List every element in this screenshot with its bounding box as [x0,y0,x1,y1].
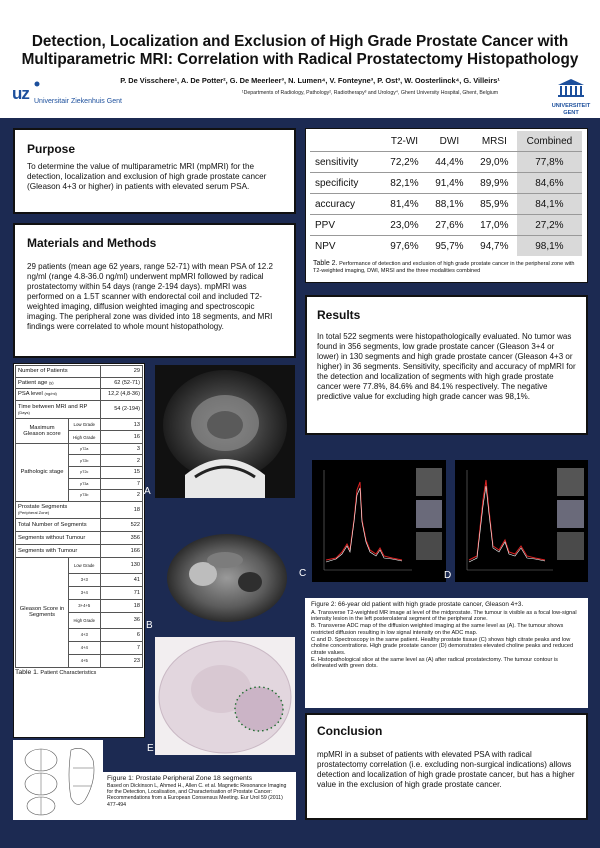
stats-row [310,215,582,236]
table-cell: Segments with Tumour [16,544,101,557]
adc-map-image [155,530,295,630]
table-cell: 23 [100,654,143,667]
table-cell: 18 [100,501,143,518]
table-cell: 166 [100,544,143,557]
table-cell: 3+4+5 [69,599,101,612]
table-row [16,531,143,544]
stats-cell: NPV [310,236,382,257]
stats-row [310,194,582,215]
stats-cell: 23,0% [382,215,427,236]
table-cell: 12,2 (4,8-36) [100,389,143,401]
table-cell: 71 [100,586,143,599]
table-cell: pT3b [69,490,101,502]
conclusion-box [305,713,588,820]
table-cell: Segments without Tumour [16,531,101,544]
stats-cell: specificity [310,173,382,194]
table-cell: 3 [100,443,143,455]
table-cell: 2 [100,455,143,467]
table-cell [16,377,101,389]
stats-header-cell: Combined [517,131,582,152]
table-cell: Gleason Score in Segments [16,557,69,667]
histopathology-image [155,637,295,755]
stats-cell: 89,9% [472,173,517,194]
figure2-caption-box [305,598,588,708]
departments: ¹Departments of Radiology, Pathology², Radiotherapy³ and Urology⁴, Ghent University Hospital, Ghent, Belgium [241,90,499,96]
stats-cell: 84,6% [517,173,582,194]
poster-header [0,0,600,118]
stats-cell: 85,9% [472,194,517,215]
figure2-caption-b: B. Transverse ADC map of the diffusion weighted imaging at the same level as (A). The tumour shows restricted diffusion resulting in low signal intensity on the ADC map. [311,623,564,636]
table-cell: 54 (2-194) [100,400,143,418]
table-cell: 3+4 [69,586,101,599]
age-label: Patient age [18,379,48,386]
table-cell: 3+3 [69,573,101,586]
table-cell: 7 [100,478,143,490]
table-cell: 356 [100,531,143,544]
table-row [16,377,143,389]
table-cell: 15 [100,466,143,478]
purpose-box [13,128,296,214]
table-cell: High Grade [69,612,101,628]
image-label-a: A [144,486,151,497]
table-row [16,518,143,531]
table-cell: 522 [100,518,143,531]
stats-cell: 81,4% [382,194,427,215]
image-label-c: C [299,568,307,579]
poster-title [0,33,600,69]
table-row [16,418,143,431]
psa-label: PSA level [18,391,43,398]
table-cell: Maximum Gleason score [16,418,69,443]
stats-cell: 98,1% [517,236,582,257]
table-cell: 41 [100,573,143,586]
seg-label: Prostate Segments [18,504,68,511]
conclusion-heading: Conclusion [317,724,383,738]
table-cell: pT3a [69,478,101,490]
figure1-caption-title: Figure 1: Prostate Peripheral Zone 18 segments [107,775,253,782]
table-cell: 2 [100,490,143,502]
stats-cell: 97,6% [382,236,427,257]
conclusion-text: mpMRI in a subset of patients with elevated PSA with radical prostatectomy correlation (i.e. excluding non-surgical indications) allows detection and localization of high grade prostate cancer, but has a higher value in the exclusion of high grade prostate cancer. [317,750,575,789]
uz-dot-icon [34,81,40,87]
table-cell: 130 [100,557,143,573]
results-box [305,295,588,435]
methods-box [13,223,296,358]
stats-header-cell [310,131,382,152]
table-cell: 4+3 [69,628,101,641]
stats-cell: 27,6% [427,215,472,236]
table-cell [16,400,101,418]
authors: P. De Visschere¹, A. De Potter², G. De Meerleer³, N. Lumen⁴, V. Fonteyne³, P. Ost³, W. Oosterlinck⁴, G. Villeirs¹ [120,76,500,85]
table-row [16,544,143,557]
psa-unit: (ng/ml) [44,391,57,397]
ugent-logo [548,78,594,116]
title-line-1: Detection, Localization and Exclusion of High Grade Prostate Cancer with [31,33,569,50]
stats-cell: 84,1% [517,194,582,215]
stats-row [310,236,582,257]
figure1-caption-box [103,772,296,820]
stats-cell: 94,7% [472,236,517,257]
stats-table [310,131,582,256]
mri-t2-image [155,365,295,498]
table2-caption-text: Performance of detection and exclusion of high grade prostate cancer in the peripheral zone with T2-weighted imaging, DWI, MRSI and the three modalities combined [313,261,575,274]
table-cell: 7 [100,641,143,654]
table-cell: Number of Patients [16,366,101,378]
ugent-line-1: UNIVERSITEIT [551,103,591,109]
age-unit: (y) [48,379,54,385]
stats-cell: 27,2% [517,215,582,236]
table-cell: 62 (52-71) [100,377,143,389]
stats-cell: 95,7% [427,236,472,257]
figure2-caption-e: E. Histopathological slice at the same level as (A) after radical prostatectomy. The tumour contour is delineated with green dots. [311,656,558,670]
stats-cell: 72,2% [382,152,427,173]
stats-row [310,152,582,173]
table-row [16,389,143,401]
table-cell: Low Grade [69,418,101,431]
methods-text: 29 patients (mean age 62 years, range 52-71) with mean PSA of 12.2 ng/ml (range 4.8-36.0 ng/ml) underwent mpMRI followed by radical prostatectomy within 54 days (range 2-194 days). mpMRI was performed on a 1.5T scanner with endorectal coil and included T2-weighted imaging, diffusion weighted imaging and spectroscopic imaging. The peripheral zone was divided into 18 segments, and MRI findings were correlated to whole mount histopathology. [27,262,273,331]
table-row [16,501,143,518]
table-row [16,366,143,378]
stats-header-cell: T2-WI [382,131,427,152]
seg-sub: (Peripheral Zone) [18,510,50,516]
patient-table-box [13,363,145,738]
stats-cell: PPV [310,215,382,236]
table1-caption [15,670,143,677]
uz-logo-mark: uz [12,84,29,103]
methods-heading: Materials and Methods [27,236,157,250]
stats-cell: 29,0% [472,152,517,173]
figure2-caption-a: A. Transverse T2-weighted MR image at level of the midprostate. The tumour is visible as a focal low-signal intensity lesion in the left posterolateral segment of the peripheral zone. [311,609,577,623]
figure2-caption-title: Figure 2: 66-year old patient with high grade prostate cancer, Gleason 4+3. [311,601,524,608]
image-label-e: E [147,743,154,754]
table-cell: Total Number of Segments [16,518,101,531]
stats-table-box [305,128,588,283]
stats-row [310,173,582,194]
figure2-caption-cd: C and D. Spectroscopy in the same patient. Healthy prostate tissue (C) shows high citrate peaks and low choline concentrations. High grade prostate cancer (D) demonstrates elevated choline peaks and reduced citrate values. [311,636,574,656]
table-cell [16,389,101,401]
table-cell [16,501,101,518]
table-cell: High Grade [69,431,101,444]
table-cell: 6 [100,628,143,641]
table2-caption-label: Table 2. [313,260,338,267]
table-row [16,557,143,573]
table-cell: Pathologic stage [16,443,69,501]
stats-header-cell: MRSI [472,131,517,152]
image-label-b: B [146,620,153,631]
table-cell: 4+5 [69,654,101,667]
stats-cell: 91,4% [427,173,472,194]
table2-caption [310,261,581,274]
spectroscopy-tumor-chart [455,460,588,582]
table-cell: 16 [100,431,143,444]
table-cell: 36 [100,612,143,628]
table-cell: pT2c [69,466,101,478]
purpose-text: To determine the value of multiparametric MRI (mpMRI) for the detection, localization and exclusion of high grade prostate cancer (Gleason 4+3 or higher) in patients with elevated serum PSA. [27,162,267,192]
stats-header-cell: DWI [427,131,472,152]
time-unit: (Days) [18,409,30,415]
table-cell: pT2a [69,443,101,455]
stats-cell: 17,0% [472,215,517,236]
stats-cell: sensitivity [310,152,382,173]
uz-logo [12,84,122,105]
stats-cell: 88,1% [427,194,472,215]
purpose-heading: Purpose [27,142,76,156]
results-heading: Results [317,308,361,322]
figure1-caption-text: Based on Dickinson L, Ahmed H., Allen C. et al. Magnetic Resonance Imaging for the Detection, Localisation, and Characterisation of Prostate Cancer: Recommendations from a European Consensus Meeting. Eur Urol 59 (2011) 477-494 [107,783,287,808]
table-cell: 18 [100,599,143,612]
title-line-2: Multiparametric MRI: Correlation with Radical Prostatectomy Histopathology [21,51,579,68]
stats-cell: 77,8% [517,152,582,173]
patient-table [15,365,143,668]
spectroscopy-healthy-chart [312,460,446,582]
table-cell: Low Grade [69,557,101,573]
time-label: Time between MRI and RP [18,403,88,410]
table1-caption-text: Patient Characteristics [40,669,97,676]
stats-cell: 44,4% [427,152,472,173]
image-label-d: D [444,570,452,581]
table-cell: 13 [100,418,143,431]
table-row [16,400,143,418]
table-cell: pT2b [69,455,101,467]
ugent-line-2: GENT [563,109,579,116]
table-cell: 29 [100,366,143,378]
stats-cell: 82,1% [382,173,427,194]
table1-caption-label: Table 1. [15,668,39,676]
table-cell: 4+4 [69,641,101,654]
stats-header-row [310,131,582,152]
uz-name: Universitair Ziekenhuis Gent [34,98,122,105]
table-row [16,443,143,455]
stats-cell: accuracy [310,194,382,215]
prostate-segment-diagram [13,740,103,820]
results-text: In total 522 segments were histopathologically evaluated. No tumor was found in 356 segments, low grade prostate cancer (Gleason 3+4 or lower) in 130 segments and high grade prostate cancer (Gleason 4+3 or higher) in 36 segments. Sensitivity, specificity and accuracy of mpMRI for the detection and localization of segments with high grade prostate cancer were 77.8%, 84.6% and 84.1% respectively. The negative predictive value for excluding high grade cancer was 98,1%. [317,332,576,401]
ugent-building-icon [556,78,586,98]
